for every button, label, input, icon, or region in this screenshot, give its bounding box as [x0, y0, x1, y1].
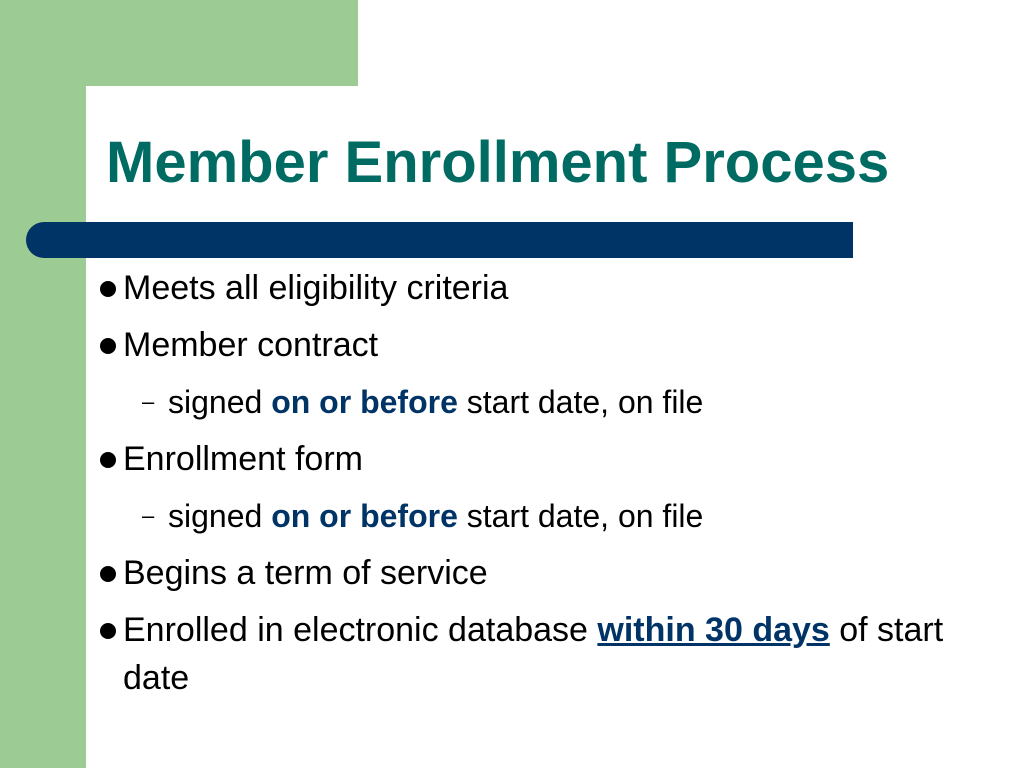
- sub-bullet-text-start: signed: [168, 498, 272, 534]
- bullet-item: [96, 264, 1006, 312]
- highlight-text: within 30 days: [597, 611, 830, 649]
- sub-bullet-text-end: start date, on file: [457, 384, 704, 420]
- bullet-text: Enrollment form: [123, 440, 363, 478]
- bullet-text: Member contract: [123, 326, 379, 364]
- bullet-text: Begins a term of service: [123, 554, 488, 592]
- bullet-dot-icon: [100, 566, 116, 582]
- sub-bullet-text-end: start date, on file: [457, 498, 704, 534]
- dash-icon: –: [142, 389, 155, 414]
- bullet-text-start: Enrolled in electronic database: [123, 611, 598, 649]
- bullet-item: [96, 606, 1006, 702]
- slide-title: Member Enrollment Process: [106, 130, 890, 195]
- bullet-list: [96, 264, 1006, 702]
- sub-bullet-text-start: signed: [168, 384, 272, 420]
- sub-bullet-item: [96, 378, 1006, 426]
- bullet-text: Meets all eligibility criteria: [123, 269, 509, 307]
- title-underline-bar: [26, 222, 853, 258]
- bullet-dot-icon: [100, 452, 116, 468]
- bullet-item: [96, 435, 1006, 483]
- bullet-dot-icon: [100, 623, 116, 639]
- dash-icon: –: [142, 503, 155, 528]
- side-panel-left: [0, 0, 86, 768]
- emphasis-text: on or before: [271, 384, 458, 420]
- bullet-item: [96, 321, 1006, 369]
- bullet-text-end: of start date: [123, 611, 944, 697]
- emphasis-text: on or before: [271, 498, 458, 534]
- bullet-dot-icon: [100, 338, 116, 354]
- sub-bullet-item: [96, 492, 1006, 540]
- bullet-item: [96, 549, 1006, 597]
- bullet-dot-icon: [100, 281, 116, 297]
